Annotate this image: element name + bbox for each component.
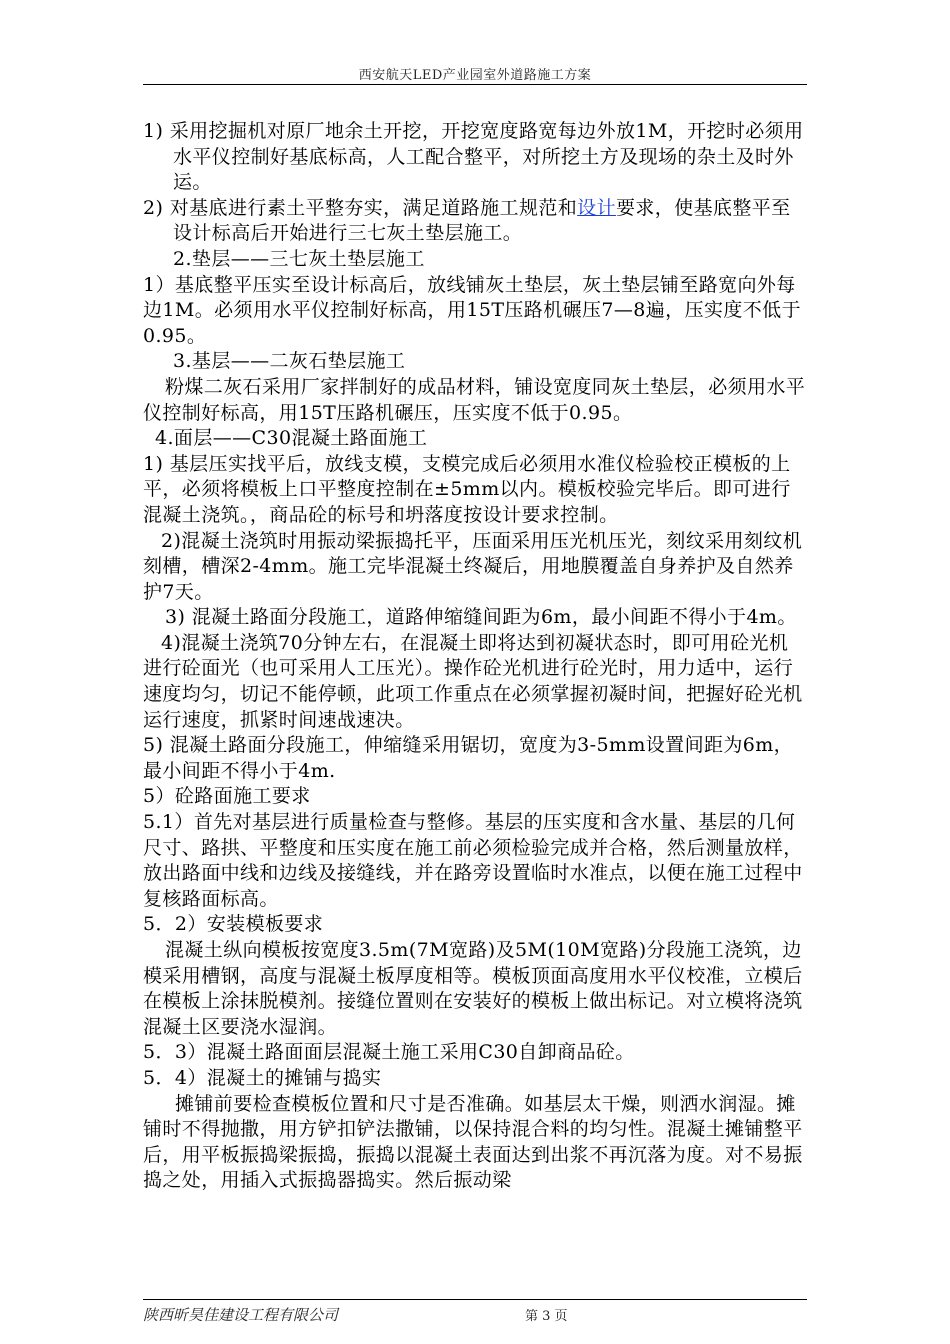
page-header-title: 西安航天LED产业园室外道路施工方案 [358,68,592,83]
footer-page-number: 第 3 页 [525,1309,568,1324]
paragraph-9: 5) 混凝土路面分段施工，伸缩缝采用锯切，宽度为3-5mm设置间距为6m，最小间距不得小于4m. [143,734,794,782]
paragraph-6: 2)混凝土浇筑时用振动梁振捣托平，压面采用压光机压光，刻纹采用刻纹机刻槽，槽深2-4mm。施工完毕混凝土终凝后，用地膜覆盖自身养护及自然养护7天。 [143,529,803,603]
paragraph-2 [143,196,807,247]
paragraph-13: 混凝土纵向模板按宽度3.5m(7M宽路)及5M(10M宽路)分段施工浇筑，边模采用槽钢，高度与混凝土板厚度相等。模板顶面高度用水平仪校准，立模后在模板上涂抹脱模剂。接缝位置则在安装好的模板上做出标记。对立模将浇筑混凝土区要浇水湿润。 [143,939,803,1038]
section-heading-2: 2.垫层——三七灰土垫层施工 [173,247,425,270]
paragraph-12: 5．2）安装模板要求 [143,913,324,936]
paragraph-5: 1) 基层压实找平后，放线支模，支模完成后必须用水准仪检验校正模板的上平，必须将模板上口平整度控制在±5mm以内。模板校验完毕后。即可进行混凝土浇筑。，商品砼的标号和坍落度按设计要求控制。 [143,452,791,526]
paragraph-15: 5．4）混凝土的摊铺与捣实 [143,1066,382,1089]
paragraph-2-text-a: 2) 对基底进行素土平整夯实，满足道路施工规范和 [143,196,578,219]
section-heading-4: 4.面层——C30混凝土路面施工 [155,427,428,450]
paragraph-7: 3) 混凝土路面分段施工，道路伸缩缝间距为6m，最小间距不得小于4m。 [165,606,797,629]
paragraph-1: 1) 采用挖掘机对原厂地余土开挖，开挖宽度路宽每边外放1M，开挖时必须用水平仪控制好基底标高，人工配合整平，对所挖土方及现场的杂土及时外运。 [143,120,804,194]
paragraph-8: 4)混凝土浇筑70分钟左右，在混凝土即将达到初凝状态时，即可用砼光机进行砼面光（也可采用人工压光）。操作砼光机进行砼光时，用力适中，运行速度均匀，切记不能停顿，此项工作重点在必须掌握初凝时间，把握好砼光机运行速度，抓紧时间速战速决。 [143,631,803,731]
design-link[interactable]: 设计 [577,196,616,219]
footer-divider [143,1299,807,1300]
paragraph-16: 摊铺前要检查模板位置和尺寸是否准确。如基层太干燥，则洒水润湿。摊铺时不得抛撒，用方铲扣铲法撒铺，以保持混合料的均匀性。混凝土摊铺整平后，用平板振捣梁振捣，振捣以混凝土表面达到出浆不再沉落为度。对不易振捣之处，用插入式振捣器捣实。然后振动梁 [143,1092,803,1192]
paragraph-10: 5）砼路面施工要求 [143,785,311,808]
footer-company: 陕西昕昊佳建设工程有限公司 [143,1306,339,1324]
section-heading-3: 3.基层——二灰石垫层施工 [173,350,406,373]
document-body [143,119,807,1194]
paragraph-3: 1）基底整平压实至设计标高后，放线铺灰土垫层，灰土垫层铺至路宽向外每边1M。必须用水平仪控制好标高，用15T压路机碾压7—8遍，压实度不低于0.95。 [143,273,801,347]
header-divider [143,84,807,85]
paragraph-14: 5．3）混凝土路面面层混凝土施工采用C30自卸商品砼。 [143,1041,635,1064]
paragraph-2-text-b: 要求，使基底整平至设计标高后开始进行三七灰土垫层施工。 [173,196,791,245]
paragraph-11: 5.1）首先对基层进行质量检查与整修。基层的压实度和含水量、基层的几何尺寸、路拱、平整度和压实度在施工前必须检验完成并合格，然后测量放样，放出路面中线和边线及接缝线，并在路旁设置临时水准点，以便在施工过程中复核路面标高。 [143,811,803,910]
paragraph-4: 粉煤二灰石采用厂家拌制好的成品材料，铺设宽度同灰土垫层，必须用水平仪控制好标高，用15T压路机碾压，压实度不低于0.95。 [143,375,806,424]
